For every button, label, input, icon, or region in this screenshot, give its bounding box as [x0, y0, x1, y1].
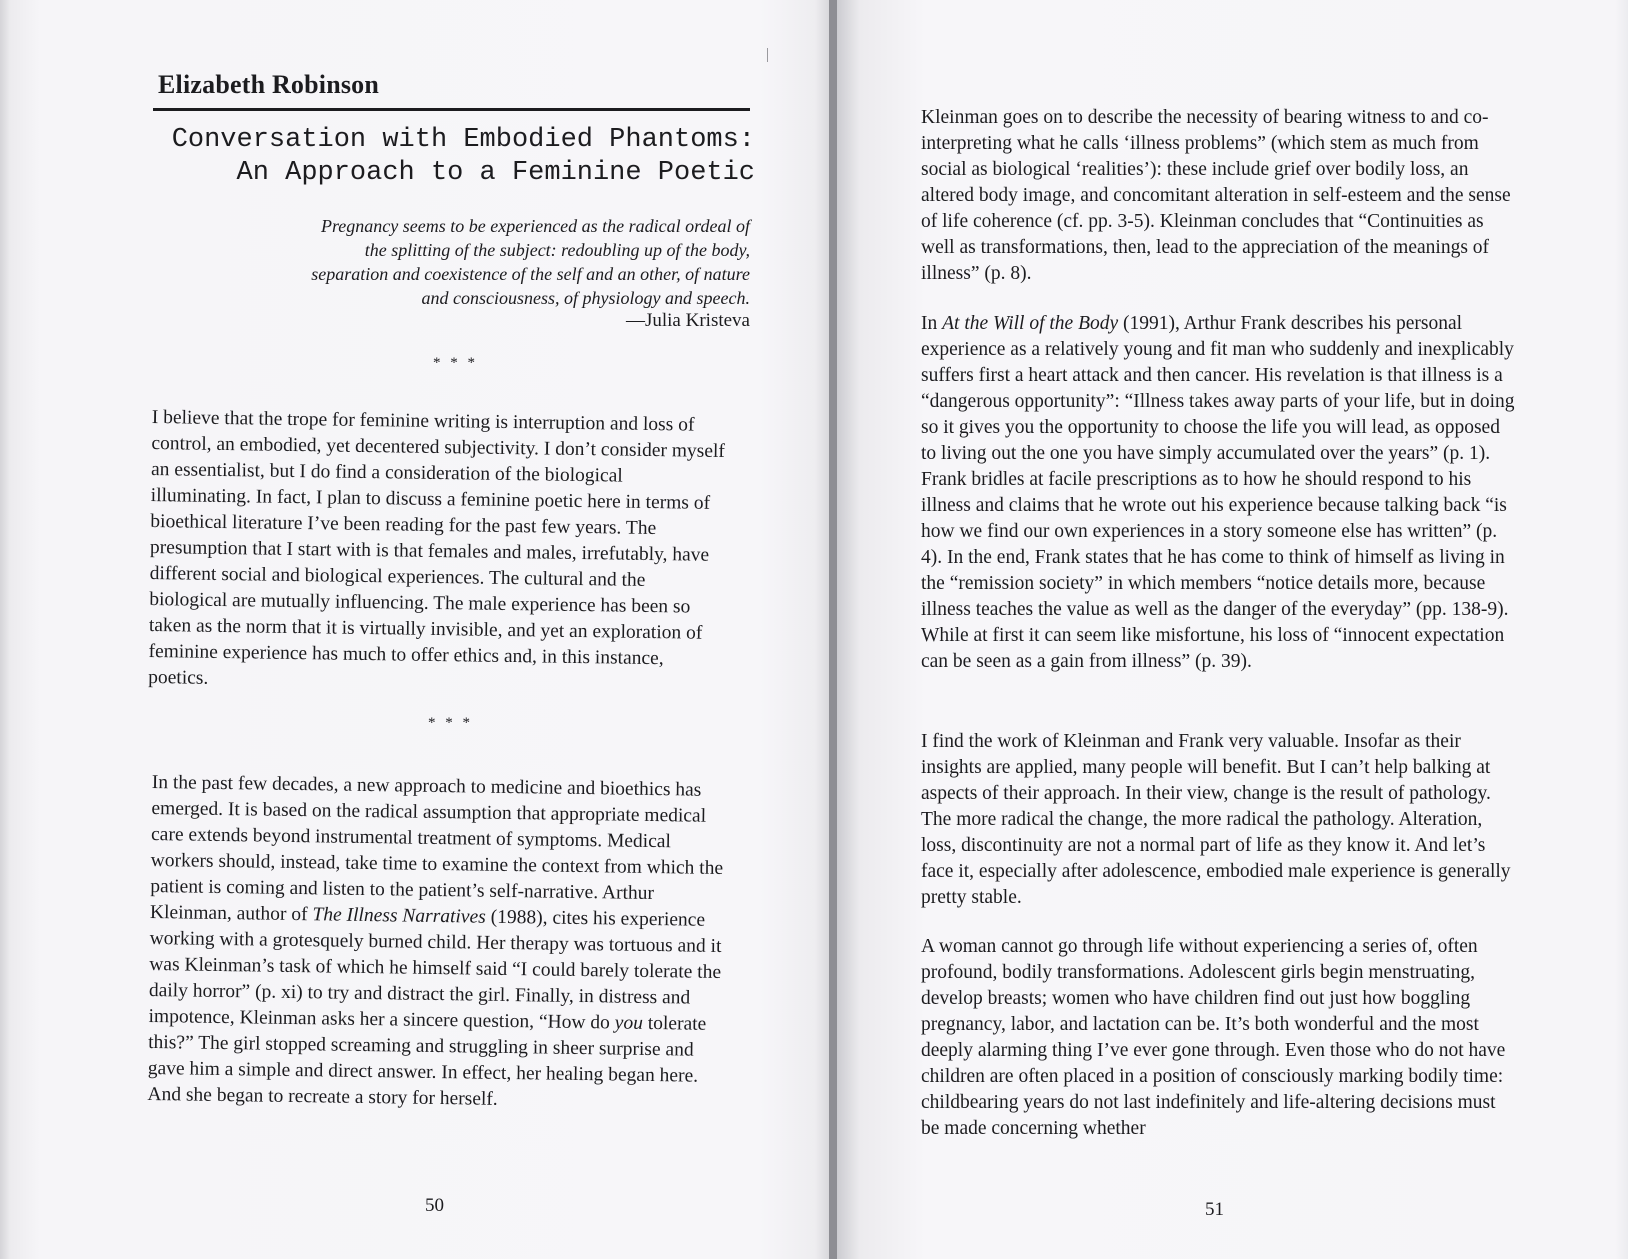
- paragraph-text: tolerate this?” The girl stopped screaming and struggling in sheer surprise and gave him a simple and direct answer. In effect, her healing began here. And she began to recreate a story for herself.: [147, 1012, 707, 1110]
- body-paragraph: [921, 311, 1516, 675]
- epigraph: Pregnancy seems to be experienced as the radical ordeal of the splitting of the subject: redoubling up of the body, separation and coexistence of the self and an other, of nature and consciousness, of physiology and speech.: [311, 216, 750, 308]
- body-paragraph: A woman cannot go through life without experiencing a series of, often profound, bodily transformations. Adolescent girls begin menstruating, develop breasts; women who have children find out just how boggling pregnancy, labor, and lactation can be. It’s both wonderful and the most deeply alarming thing I’ve ever gone through. Even those who do not have children are often placed in a position of consciously marking bodily time: childbearing years do not last indefinitely and life-altering decisions must be made concerning whether: [921, 936, 1506, 1139]
- page-edge-shadow: [0, 0, 10, 1259]
- author-name: Elizabeth Robinson: [158, 70, 380, 99]
- section-separator: * * *: [428, 715, 473, 731]
- paragraph-text: (1988), cites his experience working with a grotesquely burned child. Her therapy was tortuous and it was Kleinman’s task of which he himself said “I could barely tolerate the daily horror” (p. xi) to try and distract the girl. Finally, in distress and impotence, Kleinman asks her a sincere question, “How do: [148, 906, 722, 1034]
- essay-title-line-2: An Approach to a Feminine Poetic: [236, 158, 755, 188]
- title-rule: [153, 108, 750, 111]
- paragraph-text: In: [921, 313, 943, 334]
- essay-title: [135, 124, 755, 190]
- paragraph-text: In the past few decades, a new approach to medicine and bioethics has emerged. It is based on the radical assumption that appropriate medical care extends beyond instrumental treatment of symptoms. Medical workers should, instead, take time to examine the context from which the patient is coming and listen to the patient’s self-narrative. Arthur Kleinman, author of: [149, 771, 724, 926]
- body-paragraph: Kleinman goes on to describe the necessity of bearing witness to and co-interpreting what he calls ‘illness problems” (which stem as much from social as biological ‘realities’): these include grief over bodily loss, an altered body image, and concomitant alteration in self-esteem and the sense of life coherence (cf. pp. 3-5). Kleinman concludes that “Continuities as well as transformations, then, lead to the appreciation of the meanings of illness” (p. 8).: [921, 107, 1511, 284]
- section-separator: * * *: [433, 355, 478, 371]
- paragraph-text: (1991), Arthur Frank describes his personal experience as a relatively young and fit man who suddenly and inexplicably suffers first a heart attack and then cancer. His revelation is that illness is a “dangerous opportunity”: “Illness takes away parts of your life, but in doing so it gives you the opportunity to choose the life you will lead, as opposed to living out the one you have simply accumulated over the years” (p. 1). Frank bridles at facile prescriptions as to how he should respond to his illness and claims that he wrote out his experience because talking back “is how we find our own experiences in a story someone else has written” (p. 4). In the end, Frank states that he has come to think of himself as living in the “remission society” in which members “notice details more, because illness teaches the value as well as the danger of the everyday” (pp. 138-9). While at first it can seem like misfortune, his loss of “innocent expectation can be seen as a gain from illness” (p. 39).: [921, 313, 1515, 672]
- emphasis: you: [614, 1012, 644, 1034]
- page-number: 50: [425, 1195, 444, 1216]
- essay-title-line-1: Conversation with Embodied Phantoms:: [171, 125, 755, 155]
- right-page: [835, 0, 1628, 1259]
- book-title: At the Will of the Body: [942, 313, 1119, 334]
- book-spine: [829, 0, 837, 1259]
- page-number: 51: [1205, 1199, 1224, 1220]
- page-mark: [767, 48, 768, 62]
- body-paragraph: [147, 770, 727, 1116]
- body-paragraph: I believe that the trope for feminine writing is interruption and loss of control, an embodied, yet decentered subjectivity. I don’t consider myself an essentialist, but I do find a consideration of the biological illuminating. In fact, I plan to discuss a feminine poetic here in terms of bioethical literature I’ve been reading for the past few years. The presumption that I start with is that females and males, irrefutably, have different social and biological experiences. The cultural and the biological are mutually influencing. The male experience has been so taken as the norm that it is virtually invisible, and yet an exploration of feminine experience has much to offer ethics and, in this instance, poetics.: [148, 406, 726, 689]
- epigraph-attribution: —Julia Kristeva: [625, 310, 750, 331]
- body-paragraph: I find the work of Kleinman and Frank very valuable. Insofar as their insights are applied, many people will benefit. But I can’t help balking at aspects of their approach. In their view, change is the result of pathology. The more radical the change, the more radical the pathology. Alteration, loss, discontinuity are not a normal part of life as they know it. And let’s face it, especially after adolescence, embodied male experience is generally pretty stable.: [921, 731, 1511, 908]
- book-title: The Illness Narratives: [312, 904, 486, 928]
